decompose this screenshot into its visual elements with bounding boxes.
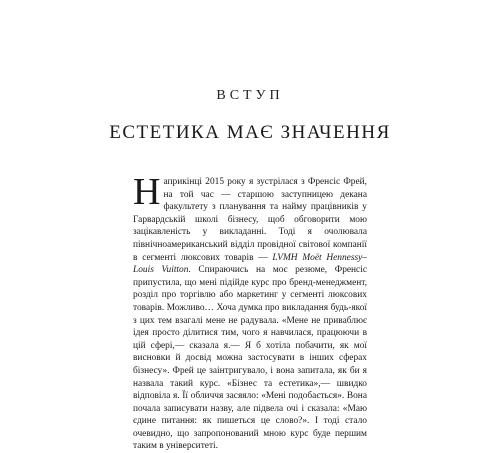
paragraph-text-start: априкінці 2015 року я зустрілася з Френсіс Фрей, на той час — старшою заступницею декана факультету з планування та найму працівників у Гарвардській школі бізнесу, щоб обговорити мою зацікавленість у викладанні. Тоді я очолювала північноамериканський відділ провідної світової компанії в сегменті люксових товарів — [133, 177, 367, 263]
chapter-label: ВСТУП [216, 88, 284, 103]
dropcap-letter: Н [133, 171, 161, 213]
paragraph-text-end: . Спираючись на моє резюме, Френсіс припустила, що мені підійде курс про бренд-менеджмент, розділ про торгівлю або маркетинг у сегменті люксових товарів. Можливо… Хоча думка про викладання будь-якої з цих тем взагалі мене не радувала. «Мене не приваблює ідея просто ділитися тим, чого я навчилася, працюючи в цій сфері,— сказала я.— Я б хотіла побачити, як мої висновки й досвід можна застосувати в інших сферах бізнесу». Фрей це заінтригувало, і вона запитала, як би я назвала такий курс. «Бізнес та естетика»,— швидко відповіла я. Її обличчя засяяло: «Мені подобається». Вона почала записувати назву, але підвела очі і сказала: «Маю єдине питання: як пишеться це слово?». І тоді стало очевидно, що запропонований мною курс буде першим таким в університеті. [133, 265, 367, 452]
body-text [133, 171, 367, 453]
chapter-title: ЕСТЕТИКА МАЄ ЗНАЧЕННЯ [109, 122, 391, 143]
brand-name: LVMH Moët Hennessy–Louis Vuitton [133, 252, 367, 276]
paragraph [133, 171, 367, 453]
